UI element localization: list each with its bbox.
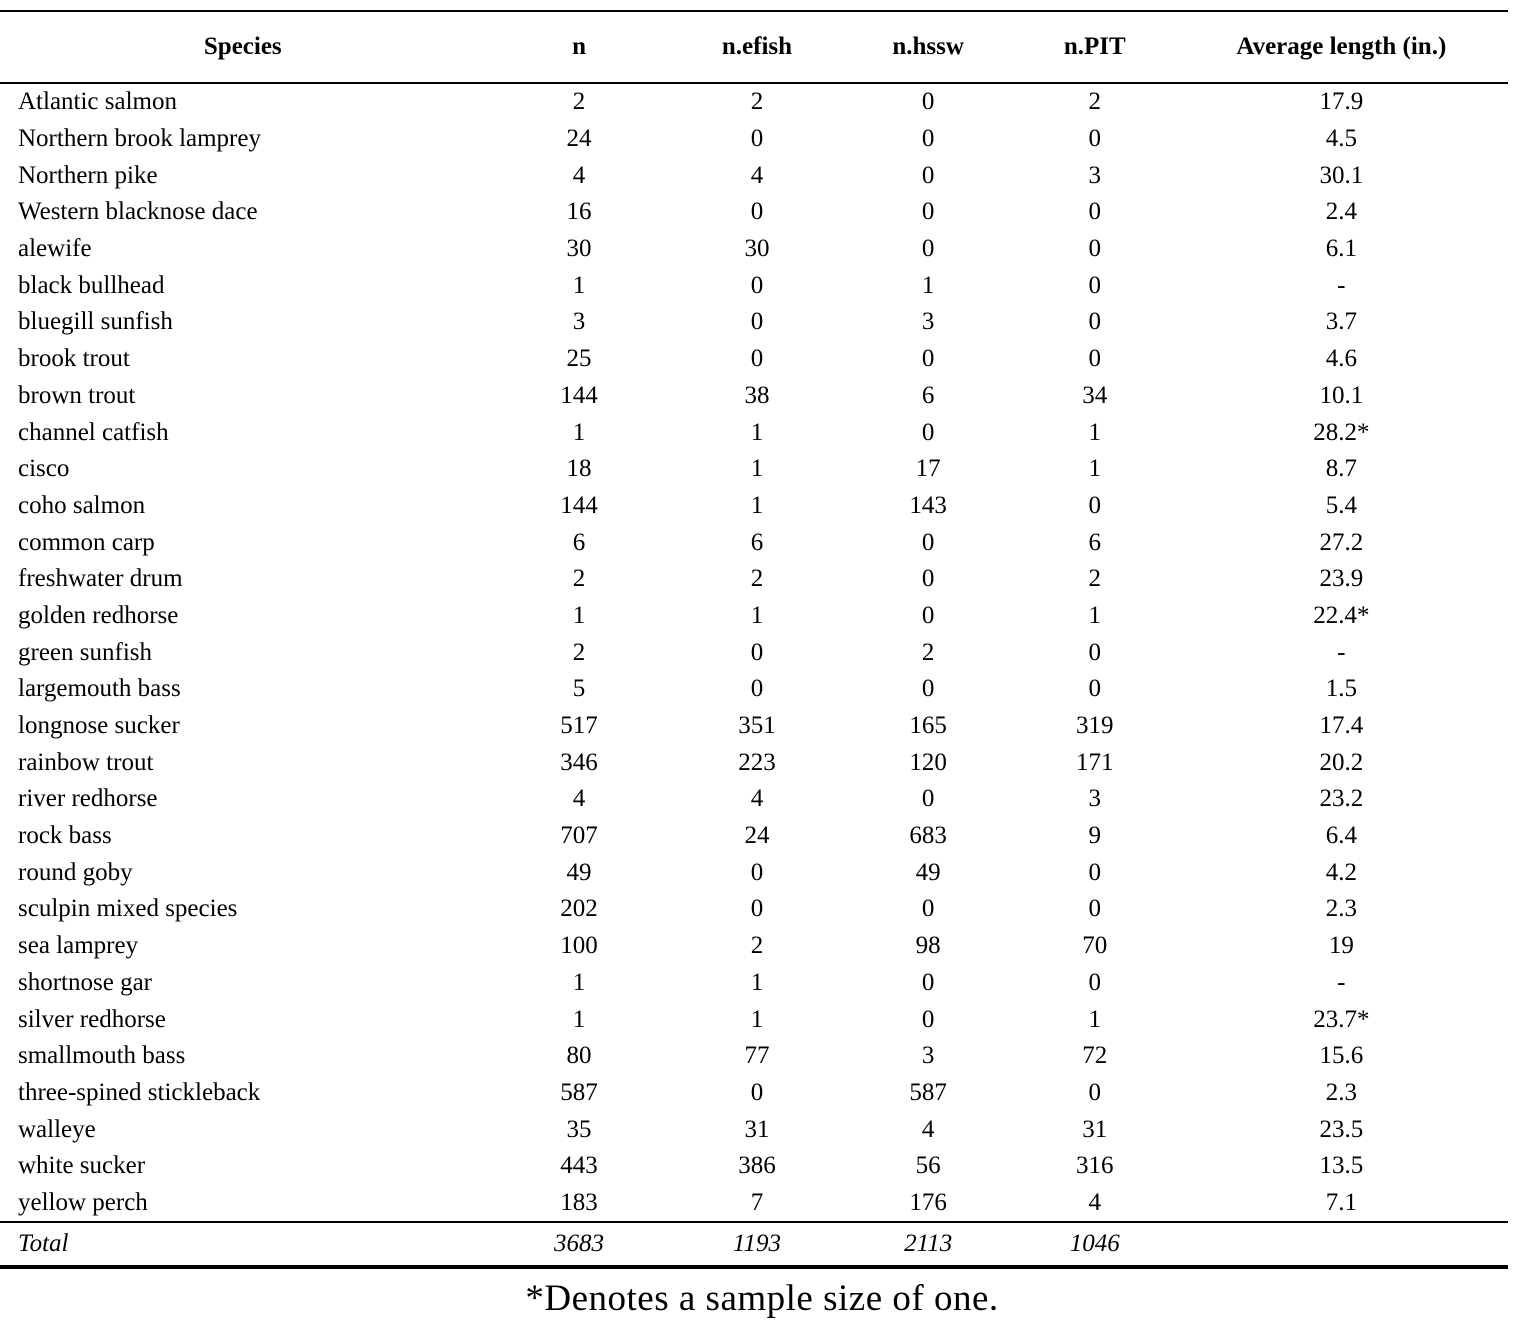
value-cell: 223	[738, 748, 776, 776]
value-cell: 4	[1088, 1188, 1102, 1216]
table-row	[0, 965, 1508, 1002]
value-cell: 4.2	[1325, 858, 1357, 886]
value-cell: 23.2	[1319, 785, 1364, 813]
value-cell: 143	[909, 491, 947, 519]
value-cell: 0	[921, 528, 935, 556]
value-cell: 34	[1082, 381, 1108, 409]
value-cell: 144	[560, 491, 598, 519]
species-cell: sea lamprey	[18, 932, 139, 960]
value-cell: 2.4	[1325, 198, 1357, 226]
value-cell: 16	[566, 198, 592, 226]
value-cell: 2	[572, 565, 586, 593]
value-cell: 0	[750, 638, 764, 666]
value-cell: 77	[744, 1042, 770, 1070]
table-row	[0, 1148, 1508, 1185]
table-body	[0, 83, 1508, 1222]
value-cell: 24	[744, 822, 770, 850]
table-row	[0, 524, 1508, 561]
value-cell: 4.6	[1325, 345, 1357, 373]
footnote: *Denotes a sample size of one.	[525, 1278, 999, 1320]
value-cell: 0	[750, 125, 764, 153]
value-cell: 8.7	[1325, 455, 1357, 483]
value-cell: 1	[572, 968, 586, 996]
table-row	[0, 304, 1508, 341]
value-cell: 0	[1088, 198, 1102, 226]
value-cell: 13.5	[1319, 1152, 1364, 1180]
value-cell: 0	[1088, 968, 1102, 996]
value-cell: 1.5	[1325, 675, 1357, 703]
value-cell: 316	[1076, 1152, 1114, 1180]
species-cell: bluegill sunfish	[18, 308, 173, 336]
value-cell: 0	[1088, 125, 1102, 153]
value-cell: 683	[909, 822, 947, 850]
value-cell: 70	[1082, 932, 1108, 960]
value-cell: 0	[921, 675, 935, 703]
value-cell: 38	[744, 381, 770, 409]
value-cell: 0	[1088, 491, 1102, 519]
value-cell: 4	[572, 161, 586, 189]
table-row	[0, 1038, 1508, 1075]
value-cell: 0	[921, 895, 935, 923]
total-n-efish: 1193	[673, 1222, 842, 1267]
species-cell: yellow perch	[18, 1188, 148, 1216]
value-cell: 202	[560, 895, 598, 923]
table-row	[0, 671, 1508, 708]
value-cell: 587	[909, 1078, 947, 1106]
value-cell: 4	[572, 785, 586, 813]
value-cell: 98	[915, 932, 941, 960]
species-cell: alewife	[18, 235, 92, 263]
species-cell: channel catfish	[18, 418, 169, 446]
value-cell: 2.3	[1325, 895, 1357, 923]
value-cell: 1	[750, 968, 764, 996]
species-cell: white sucker	[18, 1152, 146, 1180]
value-cell: 2	[1088, 565, 1102, 593]
table-row	[0, 194, 1508, 231]
value-cell: 17.9	[1319, 88, 1364, 116]
table-row	[0, 928, 1508, 965]
value-cell: 351	[738, 712, 776, 740]
value-cell: 0	[750, 895, 764, 923]
value-cell: 1	[750, 601, 764, 629]
value-cell: 3	[1088, 161, 1102, 189]
value-cell: 319	[1076, 712, 1114, 740]
total-n: 3683	[486, 1222, 673, 1267]
value-cell: 3	[921, 308, 935, 336]
value-cell: 6	[921, 381, 935, 409]
value-cell: 25	[566, 345, 592, 373]
value-cell: 27.2	[1319, 528, 1364, 556]
value-cell: 3	[1088, 785, 1102, 813]
value-cell: 15.6	[1319, 1042, 1364, 1070]
value-cell: 30	[566, 235, 592, 263]
table-row	[0, 1111, 1508, 1148]
value-cell: 56	[915, 1152, 941, 1180]
species-cell: Atlantic salmon	[18, 88, 177, 116]
value-cell: 0	[750, 1078, 764, 1106]
value-cell: 2	[750, 932, 764, 960]
value-cell: 5.4	[1325, 491, 1357, 519]
value-cell: 165	[909, 712, 947, 740]
value-cell: 1	[750, 491, 764, 519]
value-cell: 4.5	[1325, 125, 1357, 153]
value-cell: 346	[560, 748, 598, 776]
species-cell: longnose sucker	[18, 712, 180, 740]
table-row	[0, 818, 1508, 855]
table-row	[0, 231, 1508, 268]
value-cell: 2	[572, 88, 586, 116]
value-cell: 31	[1082, 1115, 1108, 1143]
total-n-pit: 1046	[1015, 1222, 1175, 1267]
value-cell: -	[1337, 968, 1346, 996]
table-row	[0, 414, 1508, 451]
value-cell: 386	[738, 1152, 776, 1180]
value-cell: 18	[566, 455, 592, 483]
value-cell: 0	[750, 308, 764, 336]
value-cell: -	[1337, 271, 1346, 299]
table-row	[0, 1185, 1508, 1223]
value-cell: 7.1	[1325, 1188, 1357, 1216]
value-cell: 0	[921, 125, 935, 153]
value-cell: 2.3	[1325, 1078, 1357, 1106]
species-cell: freshwater drum	[18, 565, 183, 593]
table-row	[0, 488, 1508, 525]
value-cell: 3	[572, 308, 586, 336]
total-row	[0, 1222, 1508, 1267]
species-cell: shortnose gar	[18, 968, 152, 996]
value-cell: 1	[1088, 455, 1102, 483]
value-cell: 6.1	[1325, 235, 1357, 263]
value-cell: 1	[572, 418, 586, 446]
table-row	[0, 891, 1508, 928]
value-cell: 31	[744, 1115, 770, 1143]
species-cell: coho salmon	[18, 491, 146, 519]
value-cell: 6.4	[1325, 822, 1357, 850]
table-row	[0, 854, 1508, 891]
value-cell: 0	[1088, 638, 1102, 666]
species-cell: rock bass	[18, 822, 112, 850]
species-cell: black bullhead	[18, 271, 165, 299]
value-cell: 1	[750, 455, 764, 483]
species-cell: brook trout	[18, 345, 130, 373]
value-cell: 3.7	[1325, 308, 1357, 336]
value-cell: 17	[915, 455, 941, 483]
value-cell: 6	[1088, 528, 1102, 556]
value-cell: 7	[750, 1188, 764, 1216]
column-header-average-length: Average length (in.)	[1175, 11, 1508, 83]
value-cell: 0	[921, 565, 935, 593]
value-cell: 0	[1088, 858, 1102, 886]
value-cell: 176	[909, 1188, 947, 1216]
value-cell: 20.2	[1319, 748, 1364, 776]
value-cell: 0	[750, 675, 764, 703]
value-cell: 49	[566, 858, 592, 886]
species-cell: sculpin mixed species	[18, 895, 238, 923]
table-row	[0, 1001, 1508, 1038]
value-cell: 0	[750, 858, 764, 886]
value-cell: 23.5	[1319, 1115, 1364, 1143]
table-row	[0, 708, 1508, 745]
species-cell: Northern brook lamprey	[18, 125, 261, 153]
value-cell: 2	[572, 638, 586, 666]
value-cell: 0	[921, 418, 935, 446]
value-cell: 0	[1088, 345, 1102, 373]
species-cell: round goby	[18, 858, 133, 886]
value-cell: 3	[921, 1042, 935, 1070]
value-cell: 0	[1088, 675, 1102, 703]
value-cell: 0	[921, 968, 935, 996]
value-cell: 100	[560, 932, 598, 960]
value-cell: 5	[572, 675, 586, 703]
value-cell: 19	[1328, 932, 1354, 960]
table-row	[0, 561, 1508, 598]
species-cell: walleye	[18, 1115, 96, 1143]
column-header-n-pit: n.PIT	[1015, 11, 1175, 83]
value-cell: 1	[750, 1005, 764, 1033]
value-cell: 0	[921, 198, 935, 226]
value-cell: 0	[750, 345, 764, 373]
value-cell: 23.9	[1319, 565, 1364, 593]
value-cell: 24	[566, 125, 592, 153]
value-cell: 0	[921, 785, 935, 813]
species-cell: green sunfish	[18, 638, 152, 666]
value-cell: 0	[1088, 1078, 1102, 1106]
table-header	[0, 11, 1508, 83]
value-cell: 4	[921, 1115, 935, 1143]
table-row	[0, 451, 1508, 488]
species-cell: river redhorse	[18, 785, 158, 813]
value-cell: 23.7*	[1313, 1005, 1370, 1033]
value-cell: 0	[921, 88, 935, 116]
table-footer	[0, 1222, 1508, 1267]
value-cell: 0	[1088, 271, 1102, 299]
value-cell: 0	[921, 1005, 935, 1033]
value-cell: 120	[909, 748, 947, 776]
value-cell: 1	[572, 601, 586, 629]
table-row	[0, 1075, 1508, 1112]
species-cell: three-spined stickleback	[18, 1078, 261, 1106]
value-cell: 10.1	[1319, 381, 1364, 409]
value-cell: 22.4*	[1313, 601, 1370, 629]
table-row	[0, 121, 1508, 158]
value-cell: 0	[750, 198, 764, 226]
species-cell: smallmouth bass	[18, 1042, 186, 1070]
value-cell: 17.4	[1319, 712, 1364, 740]
table-row	[0, 744, 1508, 781]
column-header-n-efish: n.efish	[673, 11, 842, 83]
table-row	[0, 267, 1508, 304]
table-row	[0, 157, 1508, 194]
species-cell: silver redhorse	[18, 1005, 166, 1033]
value-cell: 0	[921, 601, 935, 629]
column-header-n: n	[486, 11, 673, 83]
value-cell: 0	[921, 345, 935, 373]
value-cell: 1	[572, 1005, 586, 1033]
value-cell: 49	[915, 858, 941, 886]
value-cell: 171	[1076, 748, 1114, 776]
value-cell: 1	[572, 271, 586, 299]
species-cell: golden redhorse	[18, 601, 179, 629]
header-row	[0, 11, 1508, 83]
value-cell: 1	[921, 271, 935, 299]
table-row	[0, 378, 1508, 415]
species-cell: rainbow trout	[18, 748, 154, 776]
value-cell: 6	[750, 528, 764, 556]
value-cell: 144	[560, 381, 598, 409]
value-cell: 2	[750, 565, 764, 593]
value-cell: 80	[566, 1042, 592, 1070]
value-cell: 0	[1088, 308, 1102, 336]
value-cell: 2	[921, 638, 935, 666]
value-cell: 35	[566, 1115, 592, 1143]
table-row	[0, 598, 1508, 635]
value-cell: 9	[1088, 822, 1102, 850]
column-header-n-hssw: n.hssw	[841, 11, 1014, 83]
value-cell: 2	[750, 88, 764, 116]
value-cell: 72	[1082, 1042, 1108, 1070]
species-cell: largemouth bass	[18, 675, 181, 703]
value-cell: 30	[744, 235, 770, 263]
value-cell: 0	[750, 271, 764, 299]
value-cell: 1	[1088, 601, 1102, 629]
column-header-species: Species	[0, 11, 486, 83]
value-cell: -	[1337, 638, 1346, 666]
value-cell: 0	[1088, 895, 1102, 923]
table-row	[0, 781, 1508, 818]
total-n-hssw: 2113	[841, 1222, 1014, 1267]
total-label: Total	[0, 1222, 486, 1267]
species-cell: brown trout	[18, 381, 136, 409]
value-cell: 6	[572, 528, 586, 556]
table-row	[0, 634, 1508, 671]
value-cell: 2	[1088, 88, 1102, 116]
value-cell: 183	[560, 1188, 598, 1216]
value-cell: 28.2*	[1313, 418, 1370, 446]
value-cell: 707	[560, 822, 598, 850]
value-cell: 0	[921, 161, 935, 189]
value-cell: 517	[560, 712, 598, 740]
value-cell: 587	[560, 1078, 598, 1106]
species-cell: Western blacknose dace	[18, 198, 258, 226]
value-cell: 4	[750, 785, 764, 813]
table-row	[0, 83, 1508, 121]
value-cell: 1	[1088, 418, 1102, 446]
total-average-length	[1175, 1222, 1508, 1267]
value-cell: 0	[921, 235, 935, 263]
value-cell: 1	[750, 418, 764, 446]
value-cell: 443	[560, 1152, 598, 1180]
species-table	[0, 10, 1508, 1269]
value-cell: 4	[750, 161, 764, 189]
table-row	[0, 341, 1508, 378]
value-cell: 0	[1088, 235, 1102, 263]
value-cell: 1	[1088, 1005, 1102, 1033]
value-cell: 30.1	[1319, 161, 1364, 189]
species-cell: Northern pike	[18, 161, 158, 189]
species-cell: common carp	[18, 528, 155, 556]
species-cell: cisco	[18, 455, 70, 483]
